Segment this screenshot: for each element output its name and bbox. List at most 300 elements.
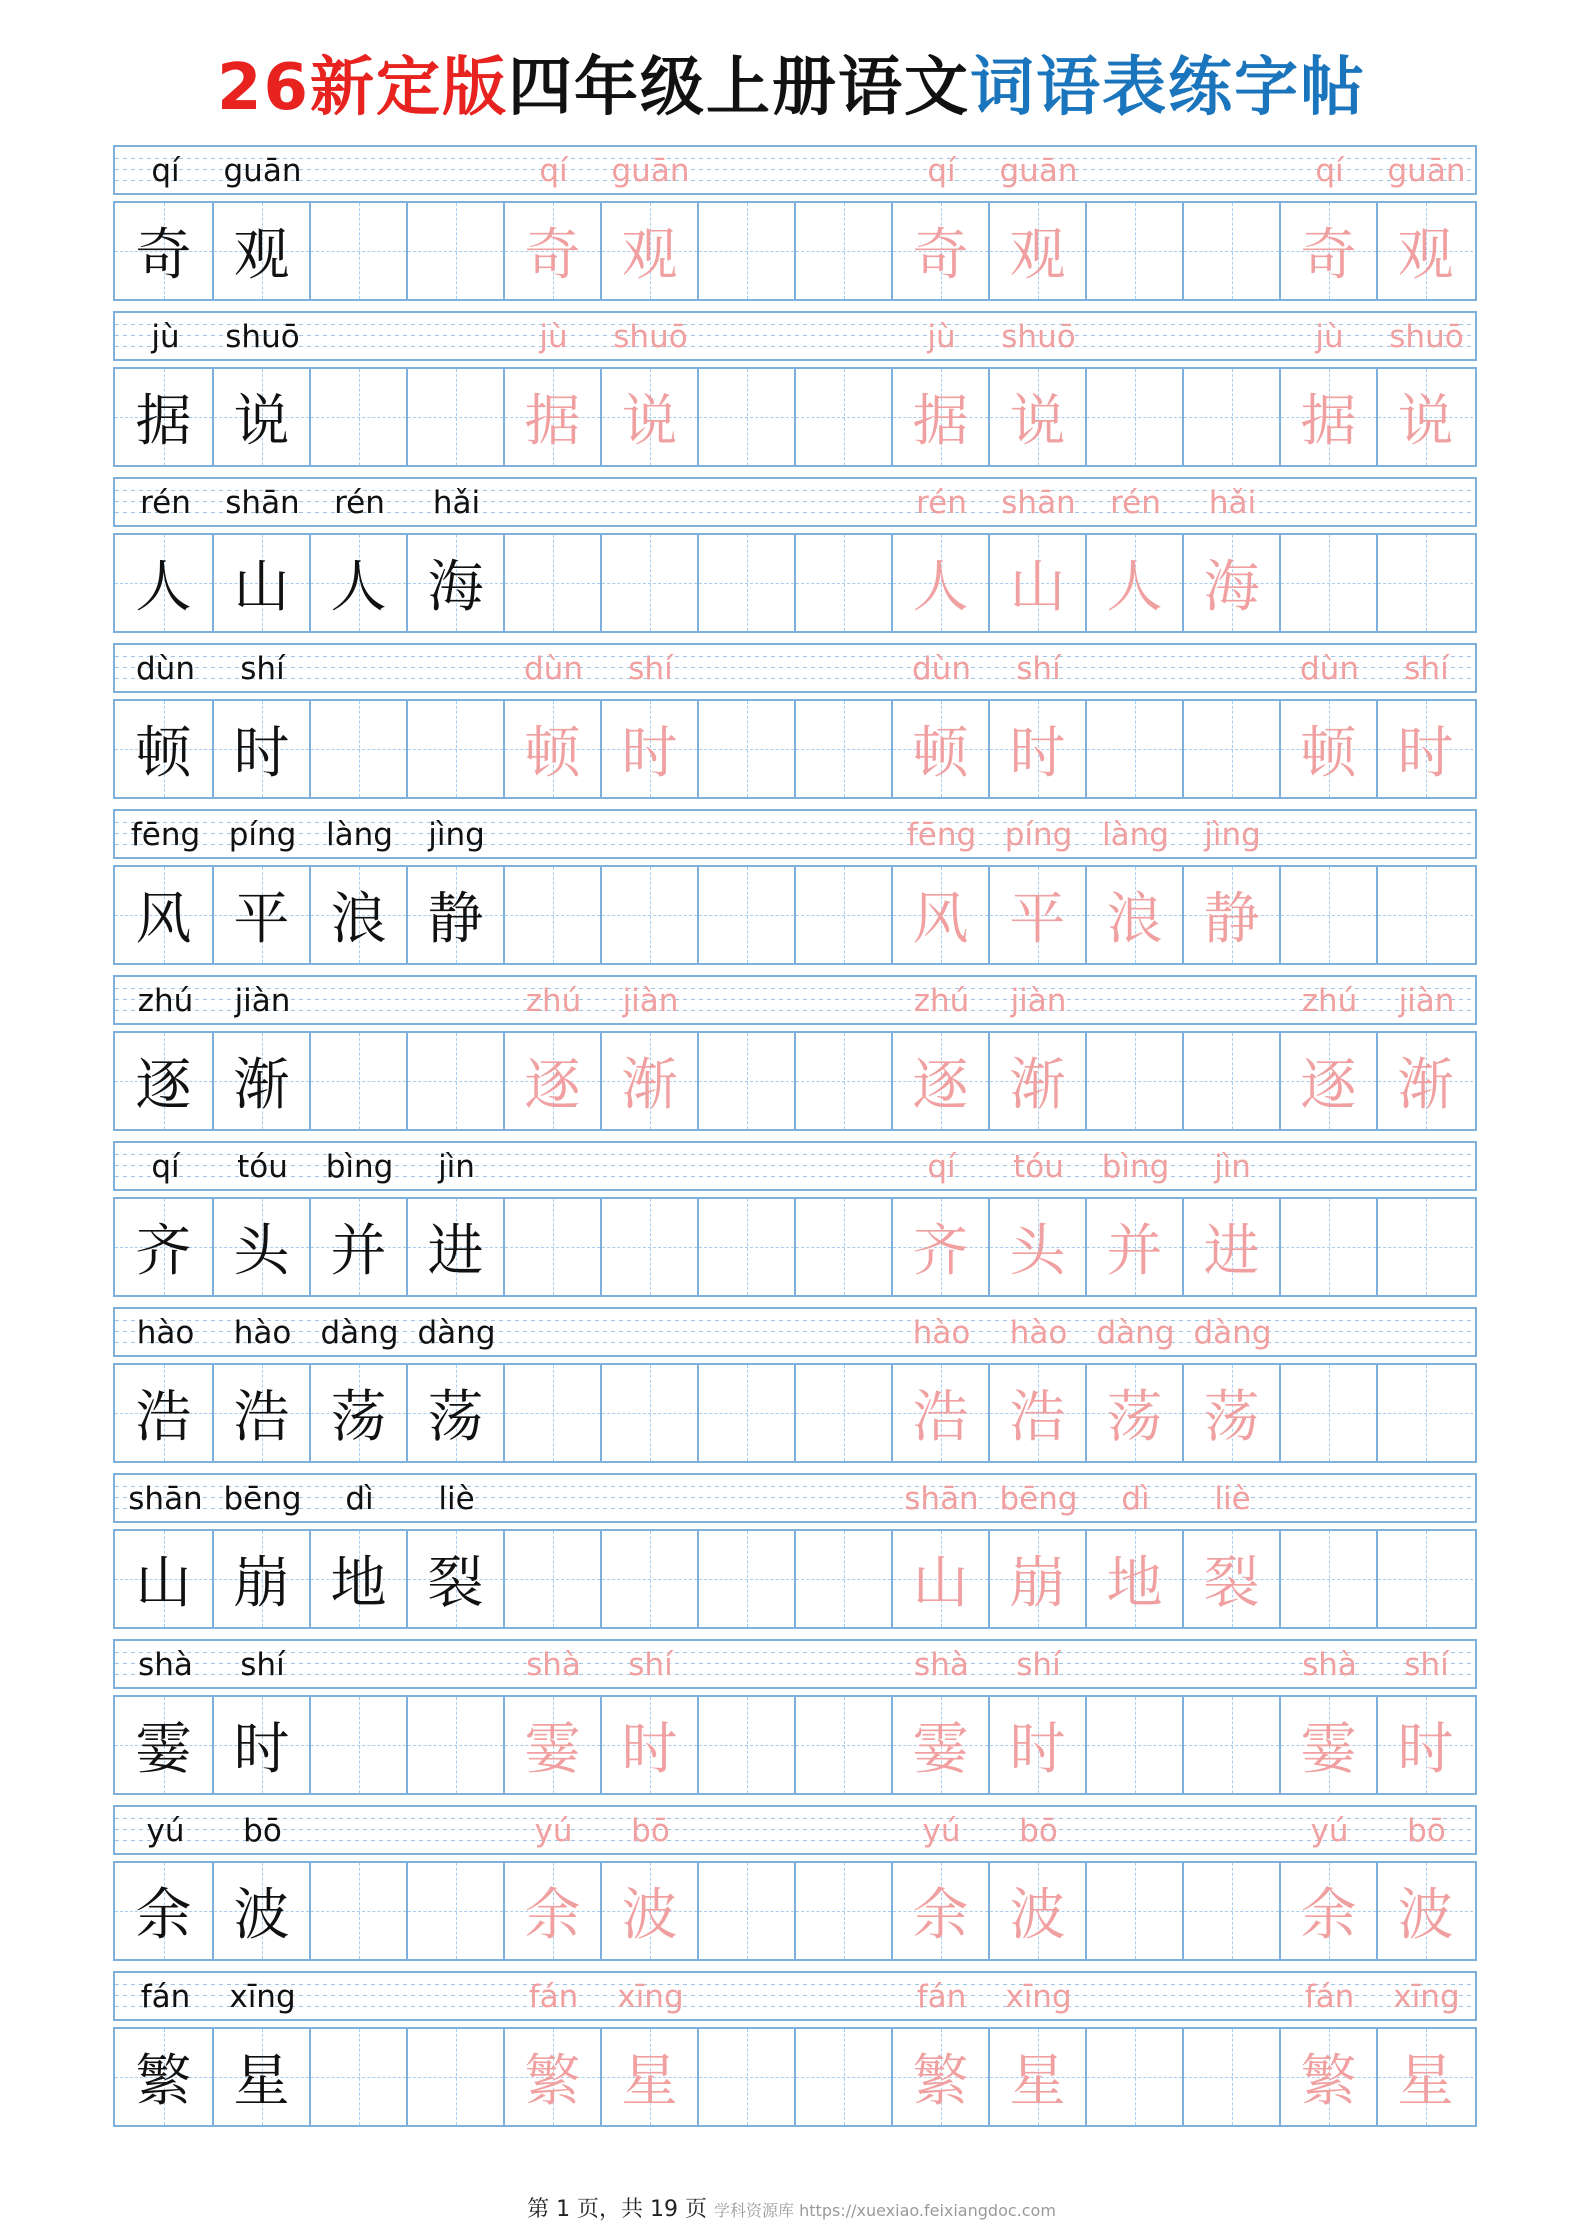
character-trace: 时 bbox=[621, 1717, 678, 1782]
character-trace: 时 bbox=[1397, 721, 1454, 786]
character-trace: 裂 bbox=[1203, 1551, 1260, 1616]
character-trace: 崩 bbox=[1009, 1551, 1066, 1616]
grid-cell[interactable] bbox=[115, 1365, 212, 1461]
pinyin-band bbox=[113, 809, 1477, 859]
grid-cell[interactable] bbox=[1376, 2029, 1473, 2125]
pinyin-label: shí bbox=[240, 1647, 285, 1683]
grid-cell[interactable] bbox=[697, 1863, 794, 1959]
grid-cell[interactable] bbox=[794, 867, 891, 963]
pinyin-label: dì bbox=[345, 1481, 374, 1517]
character-trace: 繁 bbox=[912, 2049, 969, 2114]
grid-cell[interactable] bbox=[1182, 1863, 1279, 1959]
grid-cell[interactable] bbox=[309, 867, 406, 963]
grid-cell[interactable] bbox=[1376, 535, 1473, 631]
grid-cell[interactable] bbox=[891, 2029, 988, 2125]
practice-row bbox=[113, 1639, 1475, 1805]
character-trace: 波 bbox=[1009, 1883, 1066, 1948]
pinyin-band bbox=[113, 145, 1477, 195]
grid-cell[interactable] bbox=[600, 701, 697, 797]
grid-cell[interactable] bbox=[115, 203, 212, 299]
character-trace: 山 bbox=[1009, 555, 1066, 620]
grid-cell[interactable] bbox=[1279, 1365, 1376, 1461]
grid-cell[interactable] bbox=[503, 1365, 600, 1461]
character-trace: 浩 bbox=[1009, 1385, 1066, 1450]
character-trace: 观 bbox=[1009, 223, 1066, 288]
practice-row bbox=[113, 1971, 1475, 2137]
character-trace: 浩 bbox=[912, 1385, 969, 1450]
character-grid bbox=[113, 367, 1477, 467]
grid-cell[interactable] bbox=[1279, 535, 1376, 631]
grid-cell[interactable] bbox=[1376, 1365, 1473, 1461]
character-grid bbox=[113, 201, 1477, 301]
pinyin-label: rén bbox=[140, 485, 191, 521]
grid-cell[interactable] bbox=[600, 535, 697, 631]
grid-cell[interactable] bbox=[503, 1863, 600, 1959]
grid-cell[interactable] bbox=[600, 1697, 697, 1793]
grid-cell[interactable] bbox=[600, 1863, 697, 1959]
grid-cell[interactable] bbox=[406, 1365, 503, 1461]
grid-cell[interactable] bbox=[891, 701, 988, 797]
character-trace: 地 bbox=[1106, 1551, 1163, 1616]
grid-cell[interactable] bbox=[794, 1863, 891, 1959]
grid-cell[interactable] bbox=[600, 1365, 697, 1461]
character-grid bbox=[113, 533, 1477, 633]
grid-cell[interactable] bbox=[1279, 1863, 1376, 1959]
grid-cell[interactable] bbox=[1085, 1531, 1182, 1627]
pinyin-label: bō bbox=[243, 1813, 282, 1849]
character-trace: 进 bbox=[1203, 1219, 1260, 1284]
grid-cell[interactable] bbox=[212, 1863, 309, 1959]
grid-cell[interactable] bbox=[503, 369, 600, 465]
grid-cell[interactable] bbox=[309, 203, 406, 299]
pinyin-label: rén bbox=[334, 485, 385, 521]
character-grid bbox=[113, 1197, 1477, 1297]
pinyin-trace: yú bbox=[1310, 1813, 1349, 1849]
grid-cell[interactable] bbox=[1085, 867, 1182, 963]
pinyin-trace: shí bbox=[1016, 651, 1061, 687]
grid-cell[interactable] bbox=[1085, 203, 1182, 299]
pinyin-band bbox=[113, 477, 1477, 527]
grid-cell[interactable] bbox=[988, 535, 1085, 631]
grid-cell[interactable] bbox=[212, 1365, 309, 1461]
character-trace: 山 bbox=[912, 1551, 969, 1616]
character-model: 时 bbox=[233, 721, 290, 786]
grid-cell[interactable] bbox=[794, 2029, 891, 2125]
grid-cell[interactable] bbox=[891, 1697, 988, 1793]
grid-cell[interactable] bbox=[697, 203, 794, 299]
pinyin-trace: bō bbox=[631, 1813, 670, 1849]
character-trace: 据 bbox=[912, 389, 969, 454]
grid-cell[interactable] bbox=[794, 1365, 891, 1461]
grid-cell[interactable] bbox=[1182, 2029, 1279, 2125]
grid-cell[interactable] bbox=[1279, 369, 1376, 465]
pinyin-label: fán bbox=[140, 1979, 191, 2015]
grid-cell[interactable] bbox=[1182, 1531, 1279, 1627]
character-trace: 逐 bbox=[524, 1053, 581, 1118]
grid-cell[interactable] bbox=[891, 1863, 988, 1959]
title-part-edition: 26新定版 bbox=[216, 51, 509, 125]
grid-cell[interactable] bbox=[988, 1531, 1085, 1627]
practice-row bbox=[113, 809, 1475, 975]
character-trace: 时 bbox=[621, 721, 678, 786]
character-trace: 霎 bbox=[1300, 1717, 1357, 1782]
character-model: 荡 bbox=[427, 1385, 484, 1450]
grid-cell[interactable] bbox=[697, 867, 794, 963]
grid-cell[interactable] bbox=[503, 203, 600, 299]
grid-cell[interactable] bbox=[406, 1697, 503, 1793]
grid-cell[interactable] bbox=[406, 535, 503, 631]
grid-cell[interactable] bbox=[1376, 701, 1473, 797]
grid-cell[interactable] bbox=[1182, 535, 1279, 631]
grid-cell[interactable] bbox=[697, 1199, 794, 1295]
character-model: 据 bbox=[135, 389, 192, 454]
grid-cell[interactable] bbox=[115, 867, 212, 963]
pinyin-trace: fán bbox=[916, 1979, 967, 2015]
grid-cell[interactable] bbox=[1376, 867, 1473, 963]
character-grid bbox=[113, 865, 1477, 965]
grid-cell[interactable] bbox=[1279, 1531, 1376, 1627]
character-model: 顿 bbox=[135, 721, 192, 786]
grid-cell[interactable] bbox=[1085, 2029, 1182, 2125]
character-trace: 星 bbox=[1397, 2049, 1454, 2114]
grid-cell[interactable] bbox=[503, 1697, 600, 1793]
pinyin-trace: làng bbox=[1102, 817, 1169, 853]
pinyin-trace: píng bbox=[1004, 817, 1073, 853]
character-model: 奇 bbox=[135, 223, 192, 288]
grid-cell[interactable] bbox=[1279, 867, 1376, 963]
grid-cell[interactable] bbox=[1182, 1365, 1279, 1461]
character-trace: 海 bbox=[1203, 555, 1260, 620]
pinyin-trace: shí bbox=[628, 1647, 673, 1683]
pinyin-trace: guān bbox=[999, 153, 1078, 189]
character-trace: 风 bbox=[912, 887, 969, 952]
pinyin-trace: bìng bbox=[1101, 1149, 1170, 1185]
pinyin-label: fēng bbox=[130, 817, 201, 853]
grid-cell[interactable] bbox=[406, 203, 503, 299]
grid-cell[interactable] bbox=[309, 369, 406, 465]
grid-cell[interactable] bbox=[1279, 1697, 1376, 1793]
grid-cell[interactable] bbox=[794, 203, 891, 299]
character-trace: 霎 bbox=[524, 1717, 581, 1782]
grid-cell[interactable] bbox=[1085, 701, 1182, 797]
grid-cell[interactable] bbox=[503, 701, 600, 797]
grid-cell[interactable] bbox=[212, 1531, 309, 1627]
grid-cell[interactable] bbox=[1376, 203, 1473, 299]
grid-cell[interactable] bbox=[794, 701, 891, 797]
character-grid bbox=[113, 2027, 1477, 2127]
grid-cell[interactable] bbox=[115, 2029, 212, 2125]
grid-cell[interactable] bbox=[1085, 1199, 1182, 1295]
character-trace: 奇 bbox=[524, 223, 581, 288]
pinyin-label: tóu bbox=[237, 1149, 288, 1185]
grid-cell[interactable] bbox=[988, 1863, 1085, 1959]
grid-cell[interactable] bbox=[1182, 1199, 1279, 1295]
pinyin-label: làng bbox=[326, 817, 393, 853]
grid-cell[interactable] bbox=[1085, 1863, 1182, 1959]
grid-cell[interactable] bbox=[309, 1531, 406, 1627]
pinyin-trace: hào bbox=[1009, 1315, 1068, 1351]
grid-cell[interactable] bbox=[1085, 1033, 1182, 1129]
grid-cell[interactable] bbox=[1279, 701, 1376, 797]
pinyin-label: shān bbox=[225, 485, 300, 521]
grid-cell[interactable] bbox=[1376, 1033, 1473, 1129]
grid-cell[interactable] bbox=[697, 1365, 794, 1461]
practice-row bbox=[113, 1805, 1475, 1971]
pinyin-trace: qí bbox=[539, 153, 568, 189]
pinyin-trace: dùn bbox=[524, 651, 583, 687]
character-trace: 星 bbox=[621, 2049, 678, 2114]
grid-cell[interactable] bbox=[212, 867, 309, 963]
character-trace: 说 bbox=[1397, 389, 1454, 454]
grid-cell[interactable] bbox=[503, 1531, 600, 1627]
character-trace: 浪 bbox=[1106, 887, 1163, 952]
grid-cell[interactable] bbox=[988, 203, 1085, 299]
character-model: 静 bbox=[427, 887, 484, 952]
pinyin-trace: shí bbox=[628, 651, 673, 687]
character-trace: 时 bbox=[1397, 1717, 1454, 1782]
grid-cell[interactable] bbox=[1279, 1033, 1376, 1129]
pinyin-trace: fán bbox=[1304, 1979, 1355, 2015]
grid-cell[interactable] bbox=[988, 1365, 1085, 1461]
character-trace: 繁 bbox=[1300, 2049, 1357, 2114]
pinyin-trace: shí bbox=[1404, 1647, 1449, 1683]
grid-cell[interactable] bbox=[309, 1697, 406, 1793]
grid-cell[interactable] bbox=[212, 535, 309, 631]
grid-cell[interactable] bbox=[600, 1531, 697, 1627]
grid-cell[interactable] bbox=[212, 203, 309, 299]
grid-cell[interactable] bbox=[794, 1033, 891, 1129]
grid-cell[interactable] bbox=[1182, 701, 1279, 797]
grid-cell[interactable] bbox=[891, 535, 988, 631]
grid-cell[interactable] bbox=[1376, 369, 1473, 465]
character-trace: 余 bbox=[912, 1883, 969, 1948]
grid-cell[interactable] bbox=[503, 2029, 600, 2125]
grid-cell[interactable] bbox=[600, 203, 697, 299]
character-trace: 霎 bbox=[912, 1717, 969, 1782]
pinyin-band bbox=[113, 1473, 1477, 1523]
character-model: 山 bbox=[233, 555, 290, 620]
grid-cell[interactable] bbox=[794, 535, 891, 631]
grid-cell[interactable] bbox=[794, 369, 891, 465]
pinyin-trace: qí bbox=[1315, 153, 1344, 189]
pinyin-label: shān bbox=[128, 1481, 203, 1517]
grid-cell[interactable] bbox=[212, 701, 309, 797]
grid-cell[interactable] bbox=[115, 1531, 212, 1627]
grid-cell[interactable] bbox=[1376, 1697, 1473, 1793]
grid-cell[interactable] bbox=[115, 1697, 212, 1793]
pinyin-trace: shān bbox=[1001, 485, 1076, 521]
pinyin-trace: hào bbox=[912, 1315, 971, 1351]
grid-cell[interactable] bbox=[406, 1199, 503, 1295]
practice-row bbox=[113, 643, 1475, 809]
grid-cell[interactable] bbox=[309, 535, 406, 631]
grid-cell[interactable] bbox=[212, 1697, 309, 1793]
grid-cell[interactable] bbox=[988, 701, 1085, 797]
character-model: 逐 bbox=[135, 1053, 192, 1118]
grid-cell[interactable] bbox=[1182, 1697, 1279, 1793]
character-trace: 人 bbox=[912, 555, 969, 620]
character-trace: 星 bbox=[1009, 2049, 1066, 2114]
grid-cell[interactable] bbox=[988, 1033, 1085, 1129]
grid-cell[interactable] bbox=[309, 701, 406, 797]
grid-cell[interactable] bbox=[891, 369, 988, 465]
character-trace: 观 bbox=[1397, 223, 1454, 288]
grid-cell[interactable] bbox=[1085, 369, 1182, 465]
character-model: 观 bbox=[233, 223, 290, 288]
grid-cell[interactable] bbox=[891, 1365, 988, 1461]
grid-cell[interactable] bbox=[988, 1199, 1085, 1295]
grid-cell[interactable] bbox=[406, 2029, 503, 2125]
pinyin-label: yú bbox=[146, 1813, 185, 1849]
character-trace: 据 bbox=[1300, 389, 1357, 454]
grid-cell[interactable] bbox=[600, 1199, 697, 1295]
character-model: 浩 bbox=[135, 1385, 192, 1450]
grid-cell[interactable] bbox=[697, 535, 794, 631]
grid-cell[interactable] bbox=[115, 701, 212, 797]
grid-cell[interactable] bbox=[988, 1697, 1085, 1793]
grid-cell[interactable] bbox=[1085, 1697, 1182, 1793]
grid-cell[interactable] bbox=[503, 1033, 600, 1129]
practice-row bbox=[113, 975, 1475, 1141]
pinyin-label: jìn bbox=[438, 1149, 475, 1185]
grid-cell[interactable] bbox=[988, 2029, 1085, 2125]
character-trace: 说 bbox=[1009, 389, 1066, 454]
pinyin-label: dùn bbox=[136, 651, 195, 687]
grid-cell[interactable] bbox=[1279, 1199, 1376, 1295]
character-trace: 渐 bbox=[621, 1053, 678, 1118]
pinyin-trace: yú bbox=[534, 1813, 573, 1849]
grid-cell[interactable] bbox=[212, 1033, 309, 1129]
grid-cell[interactable] bbox=[309, 1033, 406, 1129]
character-trace: 繁 bbox=[524, 2049, 581, 2114]
character-trace: 顿 bbox=[524, 721, 581, 786]
grid-cell[interactable] bbox=[600, 1033, 697, 1129]
grid-cell[interactable] bbox=[891, 1033, 988, 1129]
grid-cell[interactable] bbox=[503, 535, 600, 631]
grid-cell[interactable] bbox=[212, 2029, 309, 2125]
grid-cell[interactable] bbox=[406, 369, 503, 465]
grid-cell[interactable] bbox=[1376, 1531, 1473, 1627]
grid-cell[interactable] bbox=[503, 867, 600, 963]
grid-cell[interactable] bbox=[309, 2029, 406, 2125]
grid-cell[interactable] bbox=[115, 1033, 212, 1129]
pinyin-trace: rén bbox=[1110, 485, 1161, 521]
grid-cell[interactable] bbox=[697, 369, 794, 465]
character-trace: 荡 bbox=[1203, 1385, 1260, 1450]
watermark: 学科资源库 https://xuexiao.feixiangdoc.com bbox=[714, 2201, 1056, 2220]
pinyin-trace: jìn bbox=[1214, 1149, 1251, 1185]
pinyin-trace: jù bbox=[927, 319, 956, 355]
grid-cell[interactable] bbox=[600, 867, 697, 963]
grid-cell[interactable] bbox=[988, 369, 1085, 465]
grid-cell[interactable] bbox=[115, 535, 212, 631]
practice-row bbox=[113, 145, 1475, 311]
pinyin-trace: bēng bbox=[999, 1481, 1078, 1517]
grid-cell[interactable] bbox=[309, 1365, 406, 1461]
character-trace: 顿 bbox=[1300, 721, 1357, 786]
pinyin-trace: zhú bbox=[913, 983, 970, 1019]
grid-cell[interactable] bbox=[406, 701, 503, 797]
pinyin-trace: jiàn bbox=[1010, 983, 1067, 1019]
pinyin-trace: jù bbox=[539, 319, 568, 355]
grid-cell[interactable] bbox=[1279, 2029, 1376, 2125]
grid-cell[interactable] bbox=[794, 1697, 891, 1793]
grid-cell[interactable] bbox=[891, 867, 988, 963]
character-model: 裂 bbox=[427, 1551, 484, 1616]
character-model: 时 bbox=[233, 1717, 290, 1782]
character-grid bbox=[113, 1861, 1477, 1961]
pinyin-label: qí bbox=[151, 153, 180, 189]
grid-cell[interactable] bbox=[309, 1863, 406, 1959]
pinyin-label: jiàn bbox=[234, 983, 291, 1019]
grid-cell[interactable] bbox=[1182, 867, 1279, 963]
character-trace: 时 bbox=[1009, 1717, 1066, 1782]
pinyin-trace: dùn bbox=[1300, 651, 1359, 687]
character-grid bbox=[113, 1031, 1477, 1131]
grid-cell[interactable] bbox=[794, 1531, 891, 1627]
character-trace: 荡 bbox=[1106, 1385, 1163, 1450]
character-grid bbox=[113, 1363, 1477, 1463]
grid-cell[interactable] bbox=[891, 1531, 988, 1627]
pinyin-trace: bō bbox=[1019, 1813, 1058, 1849]
character-trace: 静 bbox=[1203, 887, 1260, 952]
pinyin-label: qí bbox=[151, 1149, 180, 1185]
grid-cell[interactable] bbox=[891, 1199, 988, 1295]
pinyin-label: píng bbox=[228, 817, 297, 853]
grid-cell[interactable] bbox=[406, 867, 503, 963]
grid-cell[interactable] bbox=[1279, 203, 1376, 299]
grid-cell[interactable] bbox=[697, 1033, 794, 1129]
grid-cell[interactable] bbox=[794, 1199, 891, 1295]
grid-cell[interactable] bbox=[503, 1199, 600, 1295]
character-model: 余 bbox=[135, 1883, 192, 1948]
grid-cell[interactable] bbox=[697, 1697, 794, 1793]
grid-cell[interactable] bbox=[406, 1863, 503, 1959]
grid-cell[interactable] bbox=[406, 1531, 503, 1627]
pinyin-label: zhú bbox=[137, 983, 194, 1019]
grid-cell[interactable] bbox=[600, 2029, 697, 2125]
grid-cell[interactable] bbox=[1182, 203, 1279, 299]
pinyin-trace: bō bbox=[1407, 1813, 1446, 1849]
grid-cell[interactable] bbox=[406, 1033, 503, 1129]
pinyin-trace: shuō bbox=[1389, 319, 1464, 355]
grid-cell[interactable] bbox=[115, 369, 212, 465]
pinyin-trace: dàng bbox=[1193, 1315, 1272, 1351]
grid-cell[interactable] bbox=[309, 1199, 406, 1295]
pinyin-label: liè bbox=[438, 1481, 475, 1517]
grid-cell[interactable] bbox=[600, 369, 697, 465]
character-model: 进 bbox=[427, 1219, 484, 1284]
grid-cell[interactable] bbox=[697, 2029, 794, 2125]
grid-cell[interactable] bbox=[1085, 1365, 1182, 1461]
character-model: 浪 bbox=[330, 887, 387, 952]
pinyin-trace: zhú bbox=[1301, 983, 1358, 1019]
grid-cell[interactable] bbox=[115, 1199, 212, 1295]
grid-cell[interactable] bbox=[1182, 1033, 1279, 1129]
grid-cell[interactable] bbox=[115, 1863, 212, 1959]
grid-cell[interactable] bbox=[212, 1199, 309, 1295]
grid-cell[interactable] bbox=[891, 203, 988, 299]
grid-cell[interactable] bbox=[1182, 369, 1279, 465]
grid-cell[interactable] bbox=[988, 867, 1085, 963]
grid-cell[interactable] bbox=[697, 1531, 794, 1627]
grid-cell[interactable] bbox=[212, 369, 309, 465]
grid-cell[interactable] bbox=[1085, 535, 1182, 631]
grid-cell[interactable] bbox=[697, 701, 794, 797]
grid-cell[interactable] bbox=[1376, 1863, 1473, 1959]
pinyin-trace: hǎi bbox=[1208, 485, 1257, 521]
grid-cell[interactable] bbox=[1376, 1199, 1473, 1295]
